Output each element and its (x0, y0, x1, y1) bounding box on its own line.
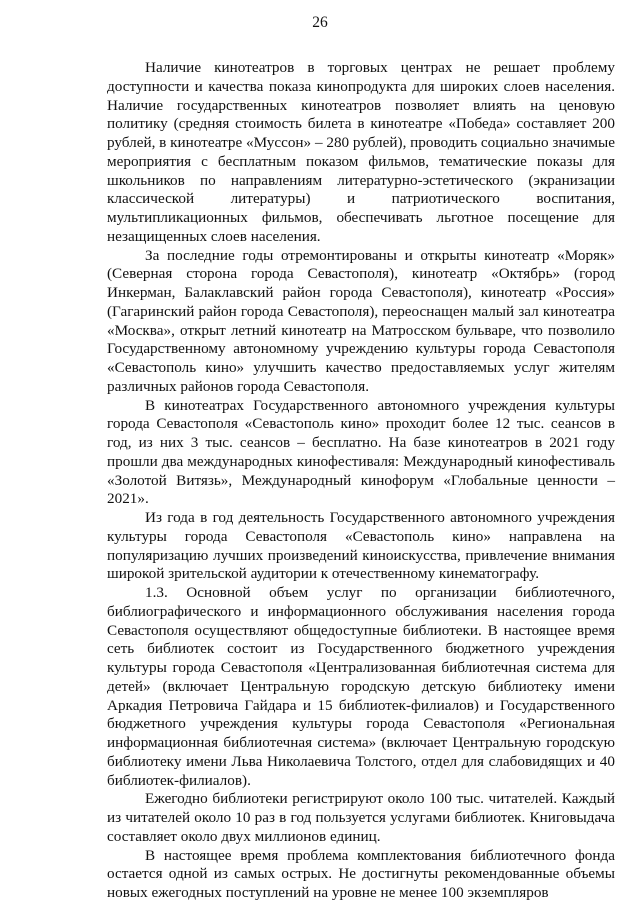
paragraph-library-acquisition: В настоящее время проблема комплектования библиотечного фонда остается одной из самых острых. Не достигнуты рекомендованные объемы новых ежегодных поступлений на уровне не менее 100 экземпляров (107, 846, 615, 901)
page-number: 26 (312, 14, 328, 31)
paragraph-library-network: 1.3. Основной объем услуг по организации библиотечного, библиографического и информационного обслуживания населения города Севастополя осуществляют общедоступные библиотеки. В настоящее время сеть библиотек состоит из Государственного бюджетного учреждения культуры города Севастополя «Централизованная библиотечная система для детей» (включает Центральную городскую детскую библиотеку имени Аркадия Петровича Гайдара и 15 библиотек-филиалов) и Государственного бюджетного учреждения культуры города Севастополя «Региональная информационная библиотечная система» (включает Центральную городскую библиотеку имени Льва Николаевича Толстого, отдел для слабовидящих и 40 библиотек-филиалов). (107, 584, 615, 789)
paragraph-screenings-festivals: В кинотеатрах Государственного автономного учреждения культуры города Севастополя «Севастополь кино» проходит более 12 тыс. сеансов в год, из них 3 тыс. сеансов – бесплатно. На базе кинотеатров в 2021 году прошли два международных кинофестиваля: Международный кинофестиваль «Золотой Витязь», Международный кинофорум «Глобальные ценности – 2021». (107, 396, 615, 508)
paragraph-library-readers: Ежегодно библиотеки регистрируют около 100 тыс. читателей. Каждый из читателей около 10 раз в год пользуется услугами библиотек. Книговыдача составляет около двух миллионов единиц. (107, 790, 615, 845)
document-body (107, 59, 615, 903)
paragraph-popularization: Из года в год деятельность Государственного автономного учреждения культуры города Севастополя «Севастополь кино» направлена на популяризацию лучших произведений киноискусства, привлечение внимания широкой зрительской аудитории к отечественному кинематографу. (107, 509, 615, 583)
paragraph-cinemas-in-malls: Наличие кинотеатров в торговых центрах не решает проблему доступности и качества показа кинопродукта для широких слоев населения. Наличие государственных кинотеатров позволяет влиять на ценовую политику (средняя стоимость билета в кинотеатре «Победа» составляет 200 рублей, в кинотеатре «Муссон» – 280 рублей), проводить социально значимые мероприятия с бесплатным показом фильмов, тематические показы для школьников по направлениям литературно-эстетического (экранизации классической литературы) и патриотического воспитания, мультипликационных фильмов, обеспечивать льготное посещение для незащищенных слоев населения. (107, 59, 615, 245)
paragraph-renovated-cinemas: За последние годы отремонтированы и открыты кинотеатр «Моряк» (Северная сторона города Севастополя), кинотеатр «Октябрь» (город Инкерман, Балаклавский район города Севастополя), кинотеатр «Россия» (Гагаринский район города Севастополя), переоснащен малый зал кинотеатра «Москва», открыт летний кинотеатр на Матросском бульваре, что позволило Государственному автономному учреждению культуры города Севастополя «Севастополь кино» улучшить качество предоставляемых услуг жителям различных районов города Севастополя. (107, 246, 615, 395)
